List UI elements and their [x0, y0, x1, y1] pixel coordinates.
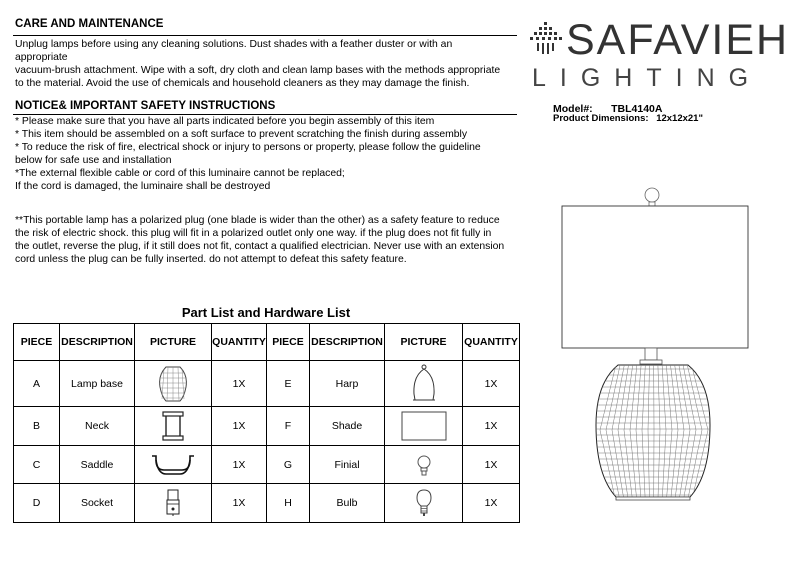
plug-line: **This portable lamp has a polarized plug (one blade is wider than the other) as a safety feature to reduce	[15, 215, 500, 226]
quantity-cell: 1X	[463, 446, 520, 484]
col-header: PIECE	[14, 324, 60, 361]
col-header: QUANTITY	[463, 324, 520, 361]
picture-cell	[135, 407, 212, 446]
plug-line: cord unless the plug can be fully inserted. do not attempt to defeat this safety feature.	[15, 254, 407, 265]
quantity-cell: 1X	[463, 484, 520, 523]
brand-sub: LIGHTING	[532, 64, 763, 92]
piece-cell: G	[267, 446, 310, 484]
piece-cell: E	[267, 361, 310, 407]
care-line: to the material. Avoid the use of chemicals and household cleaners as they may damage the finish.	[15, 78, 470, 89]
piece-cell: H	[267, 484, 310, 523]
quantity-cell: 1X	[212, 446, 267, 484]
notice-title: NOTICE& IMPORTANT SAFETY INSTRUCTIONS	[15, 100, 276, 112]
model-label: Model#:	[553, 103, 593, 115]
plug-line: the risk of electric shock. this plug will fit in a polarized outlet only one way. if the plug does not fit fully in	[15, 228, 492, 239]
table-lamp-drawing-icon	[560, 185, 750, 525]
bulb-icon	[416, 489, 432, 517]
piece-cell: F	[267, 407, 310, 446]
picture-cell	[385, 407, 463, 446]
neck-icon	[162, 411, 184, 441]
table-row	[14, 361, 520, 407]
notice-text	[15, 115, 481, 193]
quantity-cell: 1X	[212, 484, 267, 523]
picture-cell	[135, 446, 212, 484]
picture-cell	[385, 446, 463, 484]
piece-cell: B	[14, 407, 60, 446]
finial-icon	[416, 454, 432, 476]
col-header: PICTURE	[135, 324, 212, 361]
table-row	[14, 484, 520, 523]
quantity-cell: 1X	[463, 407, 520, 446]
parts-table	[13, 323, 520, 523]
description-cell: Shade	[310, 407, 385, 446]
piece-cell: D	[14, 484, 60, 523]
table-row	[14, 407, 520, 446]
picture-cell	[385, 484, 463, 523]
lamp-base-icon	[156, 365, 190, 403]
plug-line: the outlet, reverse the plug, if it still does not fit, contact a qualified electrician. Never use with an extension	[15, 241, 505, 252]
dims-value: 12x12x21"	[656, 113, 703, 124]
parts-title: Part List and Hardware List	[181, 305, 351, 320]
description-cell: Socket	[60, 484, 135, 523]
brand-name: SAFAVIEH	[566, 16, 790, 64]
description-cell: Saddle	[60, 446, 135, 484]
model-value: TBL4140A	[611, 103, 663, 115]
description-cell: Bulb	[310, 484, 385, 523]
description-cell: Lamp base	[60, 361, 135, 407]
care-divider	[13, 35, 517, 36]
care-line: vacuum-brush attachment. Wipe with a soft, dry cloth and clean lamp bases with the methods appropriate	[15, 65, 501, 76]
care-line: Unplug lamps before using any cleaning solutions. Dust shades with a feather duster or with an	[15, 39, 453, 50]
notice-line: * Please make sure that you have all parts indicated before you begin assembly of this item	[15, 116, 435, 127]
notice-line: below for safe use and installation	[15, 155, 172, 166]
col-header: PIECE	[267, 324, 310, 361]
plug-text	[15, 214, 504, 266]
care-title: CARE AND MAINTENANCE	[15, 18, 164, 30]
col-header: PICTURE	[385, 324, 463, 361]
table-header-row	[14, 324, 520, 361]
notice-line: * To reduce the risk of fire, electrical shock or injury to persons or property, please follow the guideline	[15, 142, 481, 153]
notice-line: *The external flexible cable or cord of this luminaire cannot be replaced;	[15, 168, 345, 179]
description-cell: Neck	[60, 407, 135, 446]
notice-line: If the cord is damaged, the luminaire shall be destroyed	[15, 181, 271, 192]
quantity-cell: 1X	[463, 361, 520, 407]
description-cell: Harp	[310, 361, 385, 407]
harp-icon	[409, 364, 439, 404]
picture-cell	[385, 361, 463, 407]
picture-cell	[135, 484, 212, 523]
notice-line: * This item should be assembled on a soft surface to prevent scratching the finish during assembly	[15, 129, 468, 140]
care-text	[15, 38, 500, 90]
picture-cell	[135, 361, 212, 407]
piece-cell: C	[14, 446, 60, 484]
socket-icon	[165, 489, 181, 517]
col-header: DESCRIPTION	[60, 324, 135, 361]
dims-row	[553, 113, 703, 124]
table-row	[14, 446, 520, 484]
shade-icon	[401, 411, 447, 441]
dims-label: Product Dimensions:	[553, 113, 649, 124]
saddle-icon	[150, 452, 196, 478]
description-cell: Finial	[310, 446, 385, 484]
crystal-chandelier-logo-icon	[528, 22, 564, 70]
quantity-cell: 1X	[212, 361, 267, 407]
col-header: DESCRIPTION	[310, 324, 385, 361]
col-header: QUANTITY	[212, 324, 267, 361]
piece-cell: A	[14, 361, 60, 407]
care-line: appropriate	[15, 52, 68, 63]
quantity-cell: 1X	[212, 407, 267, 446]
